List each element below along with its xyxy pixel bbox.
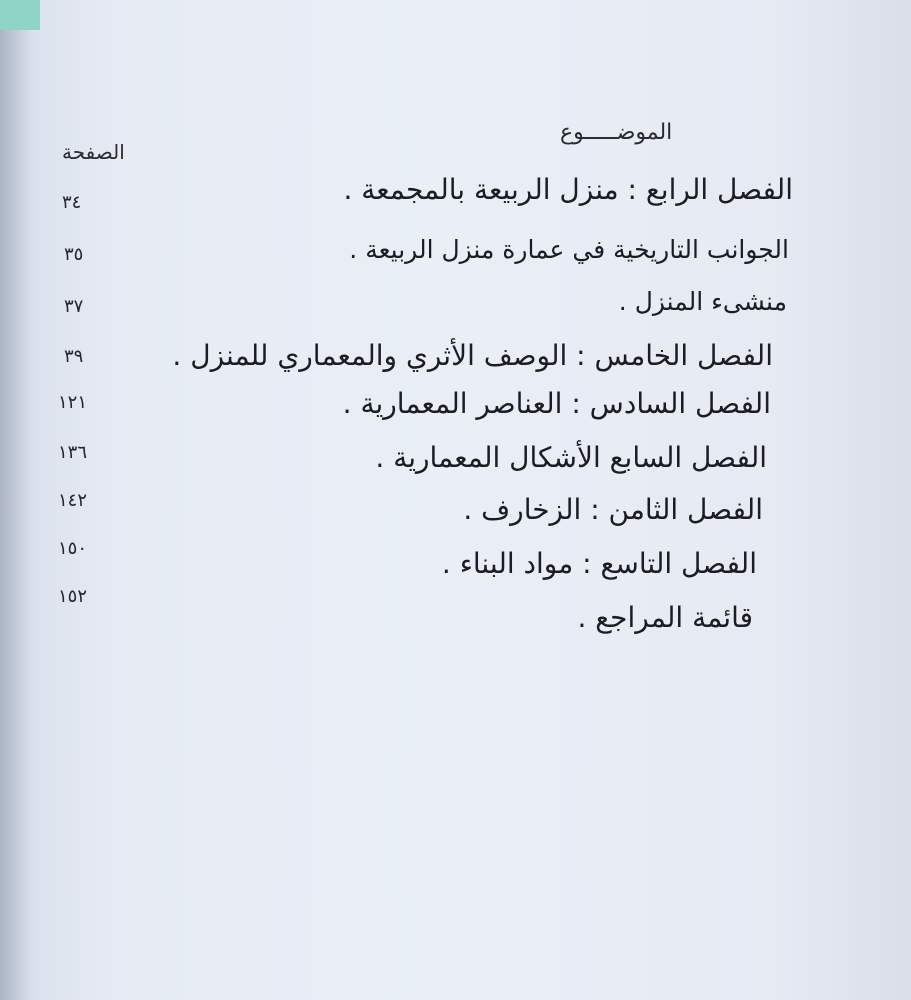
- toc-entry-title: منشىء المنزل .: [618, 287, 787, 316]
- toc-entry-page: ١٣٦: [58, 442, 88, 463]
- toc-entry-page: ٣٥: [64, 244, 84, 265]
- toc-entry-title: الفصل الرابع : منزل الربيعة بالمجمعة .: [343, 173, 793, 206]
- toc-entry-title: الفصل السادس : العناصر المعمارية .: [342, 387, 771, 420]
- toc-entry-title: الفصل الخامس : الوصف الأثري والمعماري للمنزل .: [172, 339, 773, 372]
- toc-entry-title: قائمة المراجع .: [577, 601, 753, 634]
- toc-entry-title: الفصل الثامن : الزخارف .: [463, 493, 763, 526]
- toc-entry-page: ٣٩: [64, 346, 84, 367]
- toc-entry-page: ٣٤: [62, 192, 82, 213]
- toc-entry-title: الفصل التاسع : مواد البناء .: [441, 547, 757, 580]
- toc-entry-page: ٣٧: [64, 296, 84, 317]
- toc-entry-title: الجوانب التاريخية في عمارة منزل الربيعة .: [349, 235, 789, 264]
- page-column-header: الصفحة: [62, 140, 125, 164]
- toc-entry-page: ١٥٢: [58, 586, 88, 607]
- topic-column-header: الموضـــــوع: [560, 120, 673, 145]
- toc-entry-page: ١٥٠: [58, 538, 88, 559]
- toc-entry-page: ١٢١: [58, 392, 88, 413]
- toc-entry-title: الفصل السابع الأشكال المعمارية .: [375, 441, 767, 474]
- toc-entry-page: ١٤٢: [58, 490, 88, 511]
